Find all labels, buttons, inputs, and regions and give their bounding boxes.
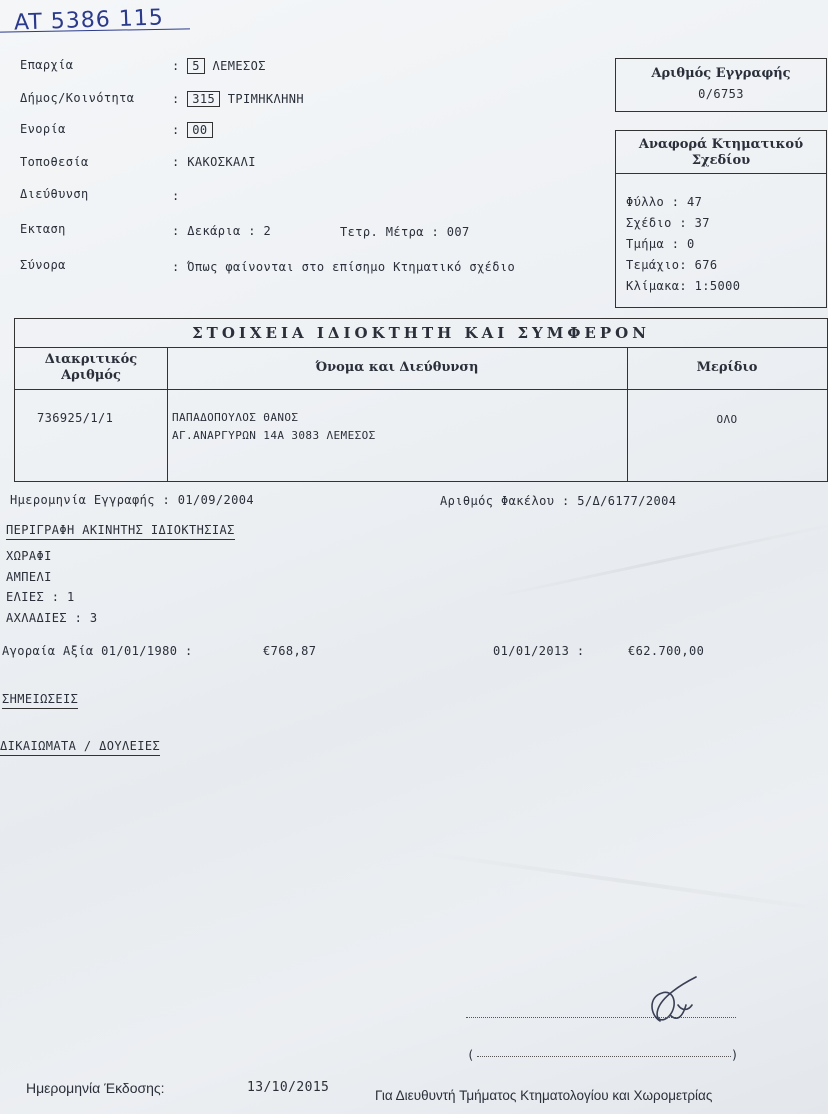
enoria-sep: : (172, 123, 180, 137)
eparxia-code: 5 (187, 58, 205, 74)
property-item: ΑΜΠΕΛΙ (6, 570, 52, 584)
eparxia-sep: : (172, 59, 180, 73)
ektasi-label: Εκταση (20, 222, 66, 236)
owners-header-divider (15, 347, 827, 348)
owners-row-divider (15, 389, 827, 390)
ektasi-dekaria: : Δεκάρια : 2 (172, 224, 272, 238)
handwritten-reference: AT 5386 115 (13, 5, 165, 36)
cadastral-title-line2: Σχεδίου (691, 153, 751, 168)
rights-heading: ΔΙΚΑΙΩΜΑΤΑ / ΔΟΥΛΕΙΕΣ (0, 739, 160, 756)
dimos-label: Δήμος/Κοινότητα (20, 91, 135, 105)
cadastral-fyllo: Φύλλο : 47 (626, 195, 703, 209)
eparxia-label: Επαρχία (20, 58, 74, 72)
market-value-2013: €62.700,00 (628, 644, 705, 658)
dimos-name: ΤΡΙΜΗΚΛΗΝΗ (227, 92, 304, 106)
topothesia-label: Τοποθεσία (20, 155, 89, 169)
signature-image (630, 975, 710, 1030)
owners-col-share: Μερίδιο (696, 360, 758, 375)
market-value-1980-label: Αγοραία Αξία 01/01/1980 : (2, 644, 193, 658)
paper-crease (422, 851, 828, 913)
paper-crease (484, 523, 828, 601)
property-item: ΧΩΡΑΦΙ (6, 549, 52, 563)
owners-col-id-line2: Αριθμός (61, 368, 121, 383)
owner-id: 736925/1/1 (37, 411, 114, 425)
signatory-name-line (477, 1056, 731, 1057)
owner-address: ΑΓ.ΑΝΑΡΓΥΡΩΝ 14Α 3083 ΛΕΜΕΣΟΣ (172, 429, 376, 442)
for-director-text: Για Διευθυντή Τμήματος Κτηματολογίου και Χωρομετρίας (375, 1088, 713, 1103)
owners-col-name: Όνομα και Διεύθυνση (315, 360, 479, 375)
registration-date: Ημερομηνία Εγγραφής : 01/09/2004 (10, 493, 254, 507)
file-number: Αριθμός Φακέλου : 5/Δ/6177/2004 (440, 494, 677, 508)
eparxia-value (172, 58, 266, 74)
cadastral-tmima: Τμήμα : 0 (626, 237, 695, 251)
dimos-sep: : (172, 92, 180, 106)
registration-number: 0/6753 (698, 87, 744, 101)
enoria-value (172, 122, 213, 138)
dimos-code: 315 (187, 91, 220, 107)
registration-box (615, 58, 827, 112)
property-item: ΕΛΙΕΣ : 1 (6, 590, 75, 604)
notes-heading: ΣΗΜΕΙΩΣΕΙΣ (2, 692, 78, 709)
owner-share: ΟΛΟ (716, 413, 738, 426)
market-value-1980: €768,87 (263, 644, 317, 658)
property-item: ΑΧΛΑΔΙΕΣ : 3 (6, 611, 98, 625)
registration-title: Αριθμός Εγγραφής (651, 66, 791, 81)
issue-date-label: Ημερομηνία Έκδοσης: (26, 1080, 165, 1096)
enoria-label: Ενορία (20, 122, 66, 136)
owners-table (14, 318, 828, 482)
synora-value: : Όπως φαίνονται στο επίσημο Κτηματικό σχέδιο (172, 260, 516, 274)
ektasi-metra: Τετρ. Μέτρα : 007 (340, 225, 470, 239)
eparxia-name: ΛΕΜΕΣΟΣ (212, 59, 266, 73)
property-description-heading: ΠΕΡΙΓΡΑΦΗ ΑΚΙΝΗΤΗΣ ΙΔΙΟΚΤΗΣΙΑΣ (6, 523, 235, 540)
cadastral-temaxio: Τεμάχιο: 676 (626, 258, 718, 272)
market-value-2013-label: 01/01/2013 : (493, 644, 585, 658)
owners-table-header: ΣΤΟΙΧΕΙΑ ΙΔΙΟΚΤΗΤΗ ΚΑΙ ΣΥΜΦΕΡΟΝ (192, 324, 650, 342)
cadastral-klimaka: Κλίμακα: 1:5000 (626, 279, 741, 293)
cadastral-sxedio: Σχέδιο : 37 (626, 216, 710, 230)
dimos-value (172, 91, 304, 107)
owners-col-id-line1: Διακριτικός (44, 352, 138, 367)
signatory-open-paren: ( (467, 1048, 475, 1062)
enoria-code: 00 (187, 122, 212, 138)
signatory-close-paren: ) (731, 1048, 739, 1062)
cadastral-title-line1: Αναφορά Κτηματικού (638, 137, 804, 152)
cadastral-divider (616, 173, 826, 174)
diefthynsi-label: Διεύθυνση (20, 187, 89, 201)
owner-name: ΠΑΠΑΔΟΠΟΥΛΟΣ ΘΑΝΟΣ (172, 411, 299, 424)
issue-date: 13/10/2015 (247, 1080, 330, 1095)
synora-label: Σύνορα (20, 258, 66, 272)
cadastral-reference-box (615, 130, 827, 308)
diefthynsi-value: : (172, 189, 180, 203)
topothesia-value: : ΚΑΚΟΣΚΑΛΙ (172, 155, 256, 169)
